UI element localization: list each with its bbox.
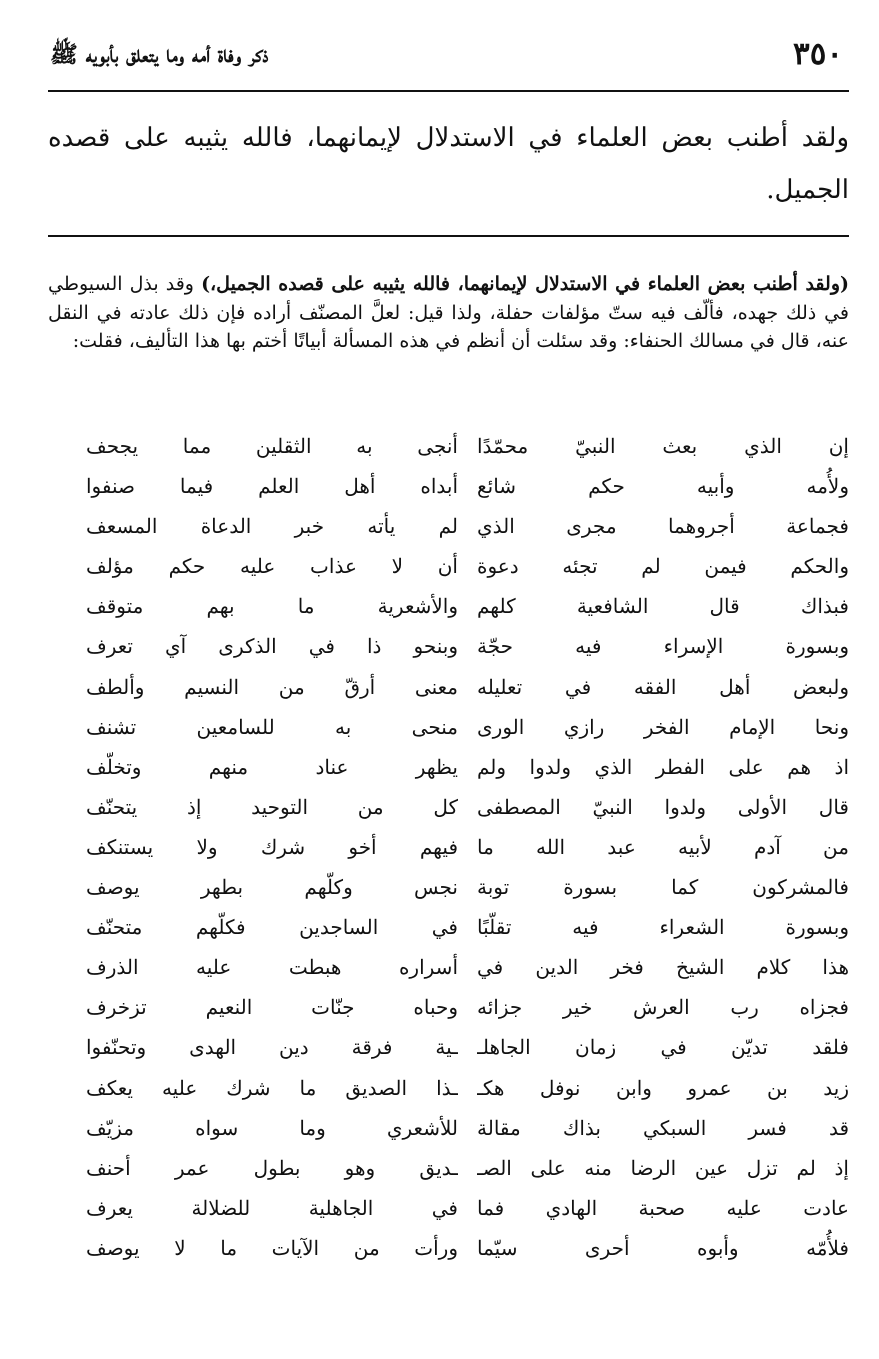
verse-first-hemistich: من آدم لأبيه عبد الله ما xyxy=(477,834,849,859)
verse-second-hemistich: فيهم أخو شرك ولا يستنكف xyxy=(86,834,458,859)
poem-verse xyxy=(48,1228,849,1268)
verse-first-hemistich: إن الذي بعث النبيّ محمّدًا xyxy=(477,434,849,458)
poem-verse xyxy=(48,506,849,546)
poem-verse xyxy=(48,546,849,586)
verse-first-hemistich: إذ لم تزل عين الرضا منه على الصـ xyxy=(477,1155,849,1180)
verse-first-hemistich: ونحا الإمام الفخر رازي الورى xyxy=(477,714,849,739)
verse-first-hemistich: عادت عليه صحبة الهادي فما xyxy=(477,1195,849,1220)
poem-verse xyxy=(48,466,849,506)
verse-second-hemistich: في الساجدين فكلّهم متحنّف xyxy=(86,915,458,940)
verse-second-hemistich: أسراره هبطت عليه الذرف xyxy=(86,955,458,980)
verse-first-hemistich: فجزاه رب العرش خير جزائه xyxy=(477,995,849,1020)
verse-first-hemistich: قد فسر السبكي بذاك مقالة xyxy=(477,1115,849,1140)
poem-verse xyxy=(48,827,849,867)
verse-first-hemistich: والحكم فيمن لم تجئه دعوة xyxy=(477,554,849,579)
poem-verse xyxy=(48,667,849,707)
verse-first-hemistich: وبسورة الشعراء فيه تقلّبًا xyxy=(477,915,849,940)
verse-second-hemistich: أن لا عذاب عليه حكم مؤلف xyxy=(86,554,458,579)
verse-second-hemistich: نجس وكلّهم بطهر يوصف xyxy=(86,875,458,900)
verse-second-hemistich: للأشعري وما سواه مزيّف xyxy=(86,1115,458,1140)
poem-verse xyxy=(48,907,849,947)
commentary xyxy=(48,270,849,356)
poem-verse xyxy=(48,987,849,1027)
verse-second-hemistich: أبداه أهل العلم فيما صنفوا xyxy=(86,474,458,499)
verse-first-hemistich: اذ هم على الفطر الذي ولدوا ولم xyxy=(477,754,849,779)
verse-second-hemistich: ـية فرقة دين الهدى وتحنّفوا xyxy=(86,1035,458,1060)
poem-verse xyxy=(48,747,849,787)
page-header xyxy=(48,30,849,92)
verse-first-hemistich: هذا كلام الشيخ فخر الدين في xyxy=(477,955,849,980)
poem-verse xyxy=(48,707,849,747)
poem-verse xyxy=(48,947,849,987)
poem-verse xyxy=(48,1108,849,1148)
poem-verse xyxy=(48,586,849,626)
verse-second-hemistich: ـديق وهو بطول عمر أحنف xyxy=(86,1155,458,1180)
verse-second-hemistich: في الجاهلية للضلالة يعرف xyxy=(86,1195,458,1220)
verse-second-hemistich: ـذا الصديق ما شرك عليه يعكف xyxy=(86,1075,458,1100)
verse-second-hemistich: معنى أرقّ من النسيم وألطف xyxy=(86,674,458,699)
commentary-body: وقد بذل السيوطي في ذلك جهده، فألّف فيه ستّ مؤلفات حفلة، ولذا قيل: لعلَّ المصنّف أراده فإن ذلك عادته في النقل عنه، قال في مسالك الحنفاء: وقد سئلت أن أنظم في هذه المسألة أبياتًا أختم بها هذا التأليف، فقلت: xyxy=(48,273,849,352)
verse-second-hemistich: والأشعرية ما بهم متوقف xyxy=(86,594,458,619)
commentary-lead: (ولقد أطنب بعض العلماء في الاستدلال لإيمانهما، فالله يثيبه على قصده الجميل،) xyxy=(201,273,849,295)
verse-first-hemistich: فبذاك قال الشافعية كلهم xyxy=(477,594,849,619)
verse-first-hemistich: فلقد تديّن في زمان الجاهلـ xyxy=(477,1035,849,1060)
poem-verse xyxy=(48,1027,849,1067)
verse-first-hemistich: زيد بن عمرو وابن نوفل هكـ xyxy=(477,1075,849,1100)
poem xyxy=(48,426,849,1268)
verse-second-hemistich: أنجى به الثقلين مما يجحف xyxy=(86,434,458,458)
verse-first-hemistich: ولأُمه وأبيه حكم شائع xyxy=(477,474,849,499)
verse-first-hemistich: وبسورة الإسراء فيه حجّة xyxy=(477,634,849,659)
page-number: ٣٥٠ xyxy=(793,36,843,72)
verse-second-hemistich: ورأت من الآيات ما لا يوصف xyxy=(86,1235,458,1260)
main-text: ولقد أطنب بعض العلماء في الاستدلال لإيمانهما، فالله يثيبه على قصده الجميل. xyxy=(48,123,849,205)
verse-second-hemistich: منحى به للسامعين تشنف xyxy=(86,714,458,739)
separator-rule xyxy=(48,235,849,237)
verse-second-hemistich: يظهر عناد منهم وتخلّف xyxy=(86,754,458,779)
verse-second-hemistich: كل من التوحيد إذ يتحنّف xyxy=(86,794,458,819)
running-title: ذكر وفاة أمه وما يتعلق بأبويه ﷺ xyxy=(50,41,269,68)
poem-verse xyxy=(48,1068,849,1108)
poem-verse xyxy=(48,626,849,666)
verse-first-hemistich: فجماعة أجروهما مجرى الذي xyxy=(477,514,849,539)
poem-verse xyxy=(48,1148,849,1188)
verse-first-hemistich: فلأُمّه وأبوه أحرى سيّما xyxy=(477,1235,849,1260)
poem-verse xyxy=(48,426,849,466)
verse-second-hemistich: وبنحو ذا في الذكرى آي تعرف xyxy=(86,634,458,659)
poem-verse xyxy=(48,787,849,827)
poem-verse xyxy=(48,1188,849,1228)
verse-first-hemistich: قال الأولى ولدوا النبيّ المصطفى xyxy=(477,794,849,819)
verse-first-hemistich: ولبعض أهل الفقه في تعليله xyxy=(477,674,849,699)
verse-second-hemistich: وحباه جنّات النعيم تزخرف xyxy=(86,995,458,1020)
poem-verse xyxy=(48,867,849,907)
verse-first-hemistich: فالمشركون كما بسورة توبة xyxy=(477,875,849,900)
verse-second-hemistich: لم يأته خبر الدعاة المسعف xyxy=(86,514,458,539)
